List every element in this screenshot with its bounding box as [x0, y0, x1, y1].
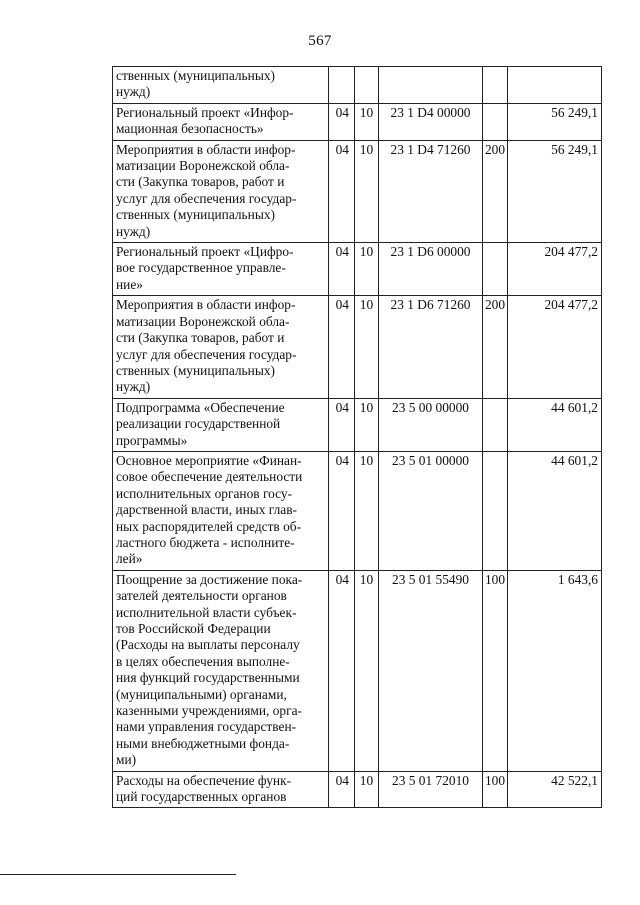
subsection-code-cell: 10 [355, 296, 379, 398]
amount-cell: 56 249,1 [508, 103, 602, 140]
item-name-line: (муниципальными) органами, [116, 686, 287, 702]
section-code-cell: 04 [329, 243, 355, 296]
item-name-line: услуг для обеспечения государ- [116, 190, 297, 206]
subsection-code-cell [355, 67, 379, 104]
table-row [113, 451, 602, 570]
item-name-cell [113, 451, 329, 570]
item-name-line: ние» [116, 276, 143, 292]
expense-type-code-cell: 100 [483, 570, 508, 771]
item-name-line: матизации Воронежской обла- [116, 313, 290, 329]
item-name-line: ных распорядителей средств об- [116, 518, 302, 534]
table-row [113, 243, 602, 296]
target-article-code-cell: 23 5 01 55490 [379, 570, 483, 771]
item-name-line: Мероприятия в области инфор- [116, 297, 296, 313]
subsection-code-cell: 10 [355, 103, 379, 140]
item-name-line: Региональный проект «Цифро- [116, 244, 294, 260]
table-row [113, 140, 602, 242]
subsection-code-cell: 10 [355, 140, 379, 242]
expense-type-code-cell [483, 398, 508, 451]
table-row [113, 771, 602, 808]
item-name-line: сти (Закупка товаров, работ и [116, 174, 285, 190]
item-name-line: ными внебюджетными фонда- [116, 735, 290, 751]
item-name-line: совое обеспечение деятельности [116, 469, 303, 485]
section-code-cell: 04 [329, 398, 355, 451]
subsection-code-cell: 10 [355, 771, 379, 808]
item-name-line: программы» [116, 432, 188, 448]
amount-cell: 44 601,2 [508, 451, 602, 570]
item-name-line: ственных (муниципальных) [116, 207, 275, 223]
subsection-code-cell: 10 [355, 451, 379, 570]
section-code-cell: 04 [329, 103, 355, 140]
subsection-code-cell: 10 [355, 570, 379, 771]
table-row [113, 103, 602, 140]
item-name-line: ственных (муниципальных) [116, 362, 275, 378]
expense-type-code-cell: 200 [483, 296, 508, 398]
item-name-cell [113, 296, 329, 398]
item-name-line: нужд) [116, 84, 151, 100]
subsection-code-cell: 10 [355, 398, 379, 451]
item-name-line: исполнительной власти субъек- [116, 604, 297, 620]
table-row [113, 570, 602, 771]
item-name-line: (Расходы на выплаты персоналу [116, 637, 300, 653]
amount-cell: 204 477,2 [508, 296, 602, 398]
expense-type-code-cell [483, 451, 508, 570]
section-code-cell: 04 [329, 771, 355, 808]
item-name-cell [113, 570, 329, 771]
expense-type-code-cell [483, 67, 508, 104]
page-number: 567 [308, 33, 332, 49]
expense-type-code-cell [483, 243, 508, 296]
item-name-line: матизации Воронежской обла- [116, 158, 290, 174]
target-article-code-cell: 23 5 00 00000 [379, 398, 483, 451]
subsection-code-cell: 10 [355, 243, 379, 296]
table-row [113, 67, 602, 104]
budget-table [112, 66, 602, 808]
item-name-line: нужд) [116, 223, 151, 239]
table-row [113, 398, 602, 451]
item-name-line: сти (Закупка товаров, работ и [116, 330, 285, 346]
expense-type-code-cell [483, 103, 508, 140]
item-name-cell [113, 771, 329, 808]
item-name-cell [113, 103, 329, 140]
item-name-line: вое государственное управле- [116, 260, 286, 276]
target-article-code-cell: 23 1 D4 71260 [379, 140, 483, 242]
item-name-line: ластного бюджета - исполните- [116, 534, 295, 550]
item-name-line: Региональный проект «Инфор- [116, 104, 294, 120]
item-name-line: Основное мероприятие «Финан- [116, 452, 302, 468]
item-name-line: нами управления государствен- [116, 719, 297, 735]
target-article-code-cell [379, 67, 483, 104]
item-name-line: зателей деятельности органов [116, 588, 287, 604]
amount-cell: 1 643,6 [508, 570, 602, 771]
amount-cell [508, 67, 602, 104]
section-code-cell: 04 [329, 296, 355, 398]
item-name-line: реализации государственной [116, 416, 281, 432]
item-name-line: ми) [116, 752, 137, 768]
section-code-cell: 04 [329, 451, 355, 570]
item-name-cell [113, 243, 329, 296]
item-name-line: исполнительных органов госу- [116, 485, 293, 501]
item-name-line: мационная безопасность» [116, 121, 264, 137]
item-name-line: дарственной власти, иных глав- [116, 502, 297, 518]
table-row [113, 296, 602, 398]
item-name-line: Поощрение за достижение пока- [116, 571, 303, 587]
item-name-line: Подпрограмма «Обеспечение [116, 399, 285, 415]
section-code-cell [329, 67, 355, 104]
target-article-code-cell: 23 1 D6 00000 [379, 243, 483, 296]
item-name-line: услуг для обеспечения государ- [116, 346, 297, 362]
expense-type-code-cell: 100 [483, 771, 508, 808]
expense-type-code-cell: 200 [483, 140, 508, 242]
item-name-line: нужд) [116, 379, 151, 395]
item-name-line: ций государственных органов [116, 789, 287, 805]
section-code-cell: 04 [329, 570, 355, 771]
target-article-code-cell: 23 1 D4 00000 [379, 103, 483, 140]
item-name-line: ния функций государственными [116, 670, 300, 686]
item-name-cell [113, 67, 329, 104]
target-article-code-cell: 23 5 01 72010 [379, 771, 483, 808]
item-name-line: ственных (муниципальных) [116, 68, 275, 83]
amount-cell: 204 477,2 [508, 243, 602, 296]
item-name-line: Мероприятия в области инфор- [116, 141, 296, 157]
item-name-cell [113, 398, 329, 451]
amount-cell: 42 522,1 [508, 771, 602, 808]
item-name-line: Расходы на обеспечение функ- [116, 772, 292, 788]
section-code-cell: 04 [329, 140, 355, 242]
budget-table-body [113, 67, 602, 808]
amount-cell: 56 249,1 [508, 140, 602, 242]
item-name-line: казенными учреждениями, орга- [116, 703, 302, 719]
amount-cell: 44 601,2 [508, 398, 602, 451]
item-name-line: в целях обеспечения выполне- [116, 653, 290, 669]
item-name-cell [113, 140, 329, 242]
target-article-code-cell: 23 5 01 00000 [379, 451, 483, 570]
target-article-code-cell: 23 1 D6 71260 [379, 296, 483, 398]
item-name-line: тов Российской Федерации [116, 621, 271, 636]
item-name-line: лей» [116, 551, 143, 567]
footnote-divider [0, 874, 236, 875]
